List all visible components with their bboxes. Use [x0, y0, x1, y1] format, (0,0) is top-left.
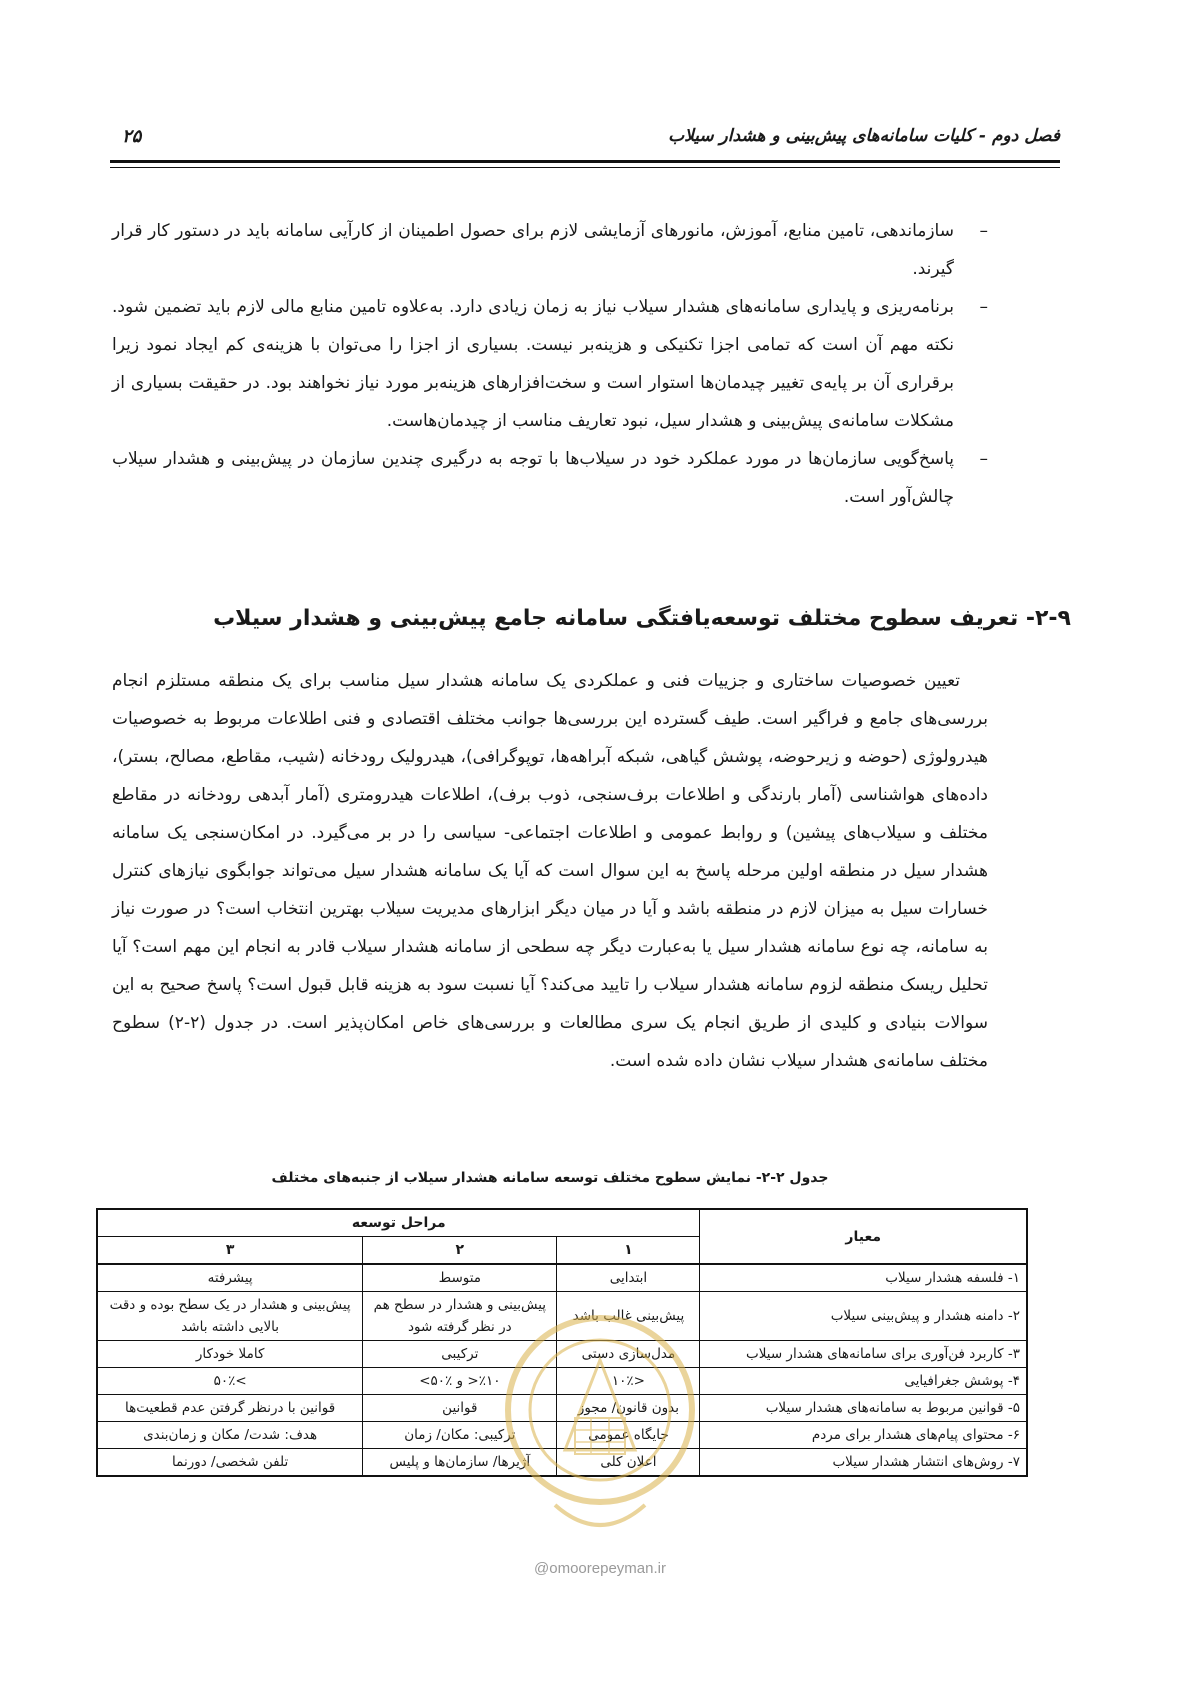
stage-1-cell: بدون قانون/ مجوز	[557, 1395, 700, 1422]
criterion-cell: ۲- دامنه هشدار و پیش‌بینی سیلاب	[700, 1292, 1027, 1341]
header-rule-thin	[110, 167, 1060, 168]
bullet-text: پاسخ‌گویی سازمان‌ها در مورد عملکرد خود در سیلاب‌ها با توجه به درگیری چندین سازمان در پیش‌بینی و هشدار سیلاب چالش‌آور است.	[112, 449, 954, 507]
bullet-dash: –	[979, 449, 988, 469]
bullet-dash: –	[979, 297, 988, 317]
bullet-item	[112, 288, 988, 440]
stage-2-cell: قوانین	[363, 1395, 557, 1422]
body-paragraph: تعیین خصوصیات ساختاری و جزییات فنی و عملکردی یک سامانه هشدار سیل مناسب برای یک منطقه مستلزم انجام بررسی‌های جامع و فراگیر است. طیف گسترده این بررسی‌ها جوانب مختلف اقتصادی و فنی اطلاعات مربوط به خصوصیات هیدرولوژی (حوضه و زیرحوضه، پوشش گیاهی، شبکه آبراهه‌ها، توپوگرافی)، هیدرولیک رودخانه (شیب، مقاطع، مصالح، بستر)، داده‌های هواشناسی (آمار بارندگی و اطلاعات برف‌سنجی، ذوب برف)، اطلاعات هیدرومتری (آمار آبدهی رودخانه در مقاطع مختلف و سیلاب‌های پیشین) و روابط عمومی و اطلاعات اجتماعی- سیاسی را در بر می‌گیرد. در امکان‌سنجی یک سامانه هشدار سیل در منطقه اولین مرحله پاسخ به این سوال است که آیا یک سامانه هشدار سیل می‌تواند جوابگوی نیازهای کنترل خسارات سیل به میزان لازم در منطقه باشد و آیا در میان دیگر ابزارهای مدیریت سیلاب بهترین انتخاب است؟ در صورت نیاز به سامانه، چه نوع سامانه هشدار سیل یا به‌عبارت دیگر چه سطحی از سامانه هشدار سیلاب قادر به انجام این مهم است؟ آیا تحلیل ریسک منطقه لزوم سامانه هشدار سیلاب را تایید می‌کند؟ آیا نسبت سود به هزینه قابل قبول است؟ پاسخ صحیح به این سوالات بنیادی و کلیدی از طریق انجام یک سری مطالعات و بررسی‌های خاص امکان‌پذیر است. در جدول (۲-۲) سطوح مختلف سامانه‌ی هشدار سیلاب نشان داده شده است.	[112, 671, 988, 1071]
stage-label: ۱	[557, 1237, 700, 1265]
stage-3-cell: هدف: شدت/ مکان و زمان‌بندی	[97, 1422, 363, 1449]
stage-label: ۳	[97, 1237, 363, 1265]
bullet-dash: –	[979, 221, 988, 241]
stage-1-cell: پیش‌بینی غالب باشد	[557, 1292, 700, 1341]
header-rule-thick	[110, 160, 1060, 163]
stage-2-cell: پیش‌بینی و هشدار در سطح هم در نظر گرفته شود	[363, 1292, 557, 1341]
table-container	[96, 1208, 1028, 1477]
stage-3-cell: تلفن شخصی/ دورنما	[97, 1449, 363, 1477]
stage-3-cell: قوانین با درنظر گرفتن عدم قطعیت‌ها	[97, 1395, 363, 1422]
table-row	[97, 1395, 1027, 1422]
criterion-cell: ۱- فلسفه هشدار سیلاب	[700, 1264, 1027, 1292]
table-row	[97, 1292, 1027, 1341]
criterion-cell: ۴- پوشش جغرافیایی	[700, 1368, 1027, 1395]
stage-3-cell: پیشرفته	[97, 1264, 363, 1292]
table-row	[97, 1264, 1027, 1292]
bullet-text: برنامه‌ریزی و پایداری سامانه‌های هشدار سیلاب نیاز به زمان زیادی دارد. به‌علاوه تامین منابع مالی لازم باید تضمین شود. نکته مهم آن است که تمامی اجزا تکنیکی و هزینه‌بر نیست. بسیاری از اجزا را می‌توان با هزینه‌ی کم ایجاد نمود زیرا برقراری آن بر پایه‌ی تغییر چیدمان‌ها استوار است و سخت‌افزارهای هزینه‌بر مورد نیاز نخواهند بود. در حقیقت بسیاری از مشکلات سامانه‌ی پیش‌بینی و هشدار سیل، نبود تعاریف مناسب از چیدمان‌هاست.	[112, 297, 954, 431]
criterion-cell: ۶- محتوای پیام‌های هشدار برای مردم	[700, 1422, 1027, 1449]
stage-2-cell: ترکیبی: مکان/ زمان	[363, 1422, 557, 1449]
stage-2-cell: ٪۱۰< و ٪۵۰>	[363, 1368, 557, 1395]
table-row	[97, 1341, 1027, 1368]
chapter-title: فصل دوم - کلیات سامانه‌های پیش‌بینی و هشدار سیلاب	[668, 126, 1060, 146]
criterion-cell: ۷- روش‌های انتشار هشدار سیلاب	[700, 1449, 1027, 1477]
bullet-item	[112, 212, 988, 288]
page-number: ۲۵	[122, 126, 142, 147]
table-row	[97, 1368, 1027, 1395]
table-row	[97, 1422, 1027, 1449]
bullet-item	[112, 440, 988, 516]
table-header-row	[97, 1209, 1027, 1237]
stage-1-cell: <۱۰٪	[557, 1368, 700, 1395]
stage-1-cell: مدل‌سازی دستی	[557, 1341, 700, 1368]
stage-2-cell: ترکیبی	[363, 1341, 557, 1368]
bullet-text: سازماندهی، تامین منابع، آموزش، مانورهای آزمایشی لازم برای حصول اطمینان از کارآیی سامانه باید در دستور کار قرار گیرند.	[112, 221, 954, 279]
stage-1-cell: جایگاه عمومی	[557, 1422, 700, 1449]
stage-3-cell: کاملا خودکار	[97, 1341, 363, 1368]
stage-2-cell: متوسط	[363, 1264, 557, 1292]
section-heading: ۲-۹- تعریف سطوح مختلف توسعه‌یافتگی سامانه جامع پیش‌بینی و هشدار سیلاب	[213, 606, 1071, 631]
stage-label: ۲	[363, 1237, 557, 1265]
stage-1-cell: اعلان کلی	[557, 1449, 700, 1477]
criterion-cell: ۵- قوانین مربوط به سامانه‌های هشدار سیلاب	[700, 1395, 1027, 1422]
table-row	[97, 1449, 1027, 1477]
criterion-cell: ۳- کاربرد فن‌آوری برای سامانه‌های هشدار سیلاب	[700, 1341, 1027, 1368]
watermark-site: @omoorepeyman.ir	[534, 1560, 666, 1577]
bullet-list	[112, 212, 988, 516]
development-levels-table	[96, 1208, 1028, 1477]
stage-1-cell: ابتدایی	[557, 1264, 700, 1292]
table-caption: جدول ۲-۲- نمایش سطوح مختلف توسعه سامانه هشدار سیلاب از جنبه‌های مختلف	[271, 1170, 829, 1186]
stage-3-cell: >۵۰٪	[97, 1368, 363, 1395]
stage-2-cell: آژیرها/ سازمان‌ها و پلیس	[363, 1449, 557, 1477]
stages-header: مراحل توسعه	[97, 1209, 700, 1237]
stage-3-cell: پیش‌بینی و هشدار در یک سطح بوده و دقت بالایی داشته باشد	[97, 1292, 363, 1341]
criterion-header: معیار	[700, 1209, 1027, 1264]
